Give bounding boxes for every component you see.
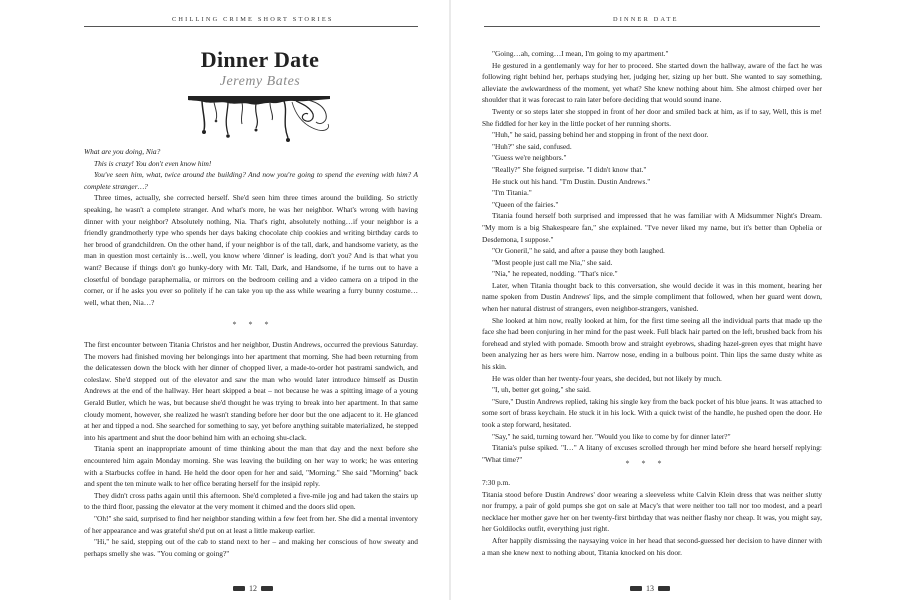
paragraph: "Huh," he said, passing behind her and stopping in front of the next door.	[492, 130, 709, 140]
story-author: Jeremy Bates	[219, 74, 301, 89]
paragraph: "Really?" She feigned surprise. "I didn't know that."	[492, 164, 647, 174]
right-page-folio	[630, 584, 670, 593]
paragraph: Titania spent an inappropriate amount of time thinking about the man that day and the next before she encountered him again Monday morning. She was leaving the building on her way to work; he was entering with a Starbucks coffee in hand. He held the door open for her and said, "Morning." She said "Morning" back and spent the ten minute walk to her office berating herself for the insipid reply.	[84, 444, 418, 489]
paragraph: Three times, actually, she corrected herself. She'd seen him three times around the building. So strictly speaking, he wasn't a complete stranger. And what's more, he was her neighbor. What's wrong with having dinner with your neighbor? Absolutely nothing, Nia. That's right, absolutely nothing…if your neighbor is a friendly grandmotherly type who spends her days baking chocolate chip cookies and writing birthday cards to her brood of grandchildren. On the other hand, if your neighbor is of the tall, dark, and handsome variety, as the man in question most certainly is…well, you know where 'dinner' is leading, don't you? And is that what you want? Because if things don't go hunky-dory with Mr. Tall, Dark, and Handsome, if he turns out to have a closetful of bondage paraphernalia, or mirrors on the bedroom ceiling and a video camera on a tripod in the corner, or if he asks you ever so politely if he can take you up the ass while wearing a furry bunny costume…well, what then, Nia…?	[84, 193, 418, 307]
page-number: 13	[646, 584, 654, 593]
right-header-rule	[484, 26, 820, 27]
paragraph: "Say," he said, turning toward her. "Would you like to come by for dinner later?"	[492, 431, 731, 441]
paragraph: What are you doing, Nia?	[84, 147, 161, 156]
paragraph: "Most people just call me Nia," she said.	[492, 257, 613, 267]
paragraph: This is crazy! You don't even know him!	[94, 158, 212, 168]
paragraph: 7:30 p.m.	[482, 478, 511, 487]
paragraph: "I, uh, better get going," she said.	[492, 385, 591, 395]
paragraph: He was older than her twenty-four years, she decided, but not likely by much.	[492, 373, 722, 383]
folio-ornament-icon	[630, 586, 642, 591]
paragraph: Later, when Titania thought back to this conversation, she would decide it was in this moment, hearing her name spoken from Dustin Andrews' lips, and the simple compliment that followed, when her guard went down, when her natural distrust of strangers, even neighbor-strangers, vanished.	[482, 280, 822, 314]
folio-ornament-icon	[658, 586, 670, 591]
paragraph: She looked at him now, really looked at him, for the first time seeing all the individual parts that made up the face she had been conjuring in her mind for the past week. Full black hair parted on the left, brushed back from his forehead and styled with pomade. Smooth brow and straight eyebrows, shading hazel-green eyes that might have been analyzing her as hers were him. Narrow nose, ending in a bulbous point. Thin lips the same dusty white as his skin.	[482, 315, 822, 372]
section-break: * * *	[625, 459, 667, 468]
paragraph: "Huh?" she said, confused.	[492, 141, 572, 151]
page-number: 12	[249, 584, 257, 593]
paragraph: Titania found herself both surprised and impressed that he was familiar with A Midsummer Night's Dream. "My mom is a big Shakespeare fan," she explained. "I've never liked my name, but it's better than Ophelia or Desdemona, I suppose."	[482, 211, 822, 244]
right-page-closing-text	[482, 477, 822, 558]
story-title: Dinner Date	[200, 47, 320, 72]
paragraph: "Queen of the fairies."	[492, 199, 559, 209]
paragraph: "I'm Titania."	[492, 188, 532, 198]
right-running-head: DINNER DATE	[613, 16, 679, 23]
paragraph: He stuck out his hand. "I'm Dustin. Dustin Andrews."	[492, 176, 651, 186]
left-running-head: CHILLING CRIME SHORT STORIES	[172, 16, 334, 23]
paragraph: "Nia," he repeated, nodding. "That's nice."	[492, 269, 618, 279]
paragraph: "Going…ah, coming…I mean, I'm going to my apartment."	[492, 49, 669, 58]
paragraph: Titania stood before Dustin Andrews' door wearing a sleeveless white Calvin Klein dress that was neither slutty nor frumpy, a pair of gold pumps she got on sale at Macy's that were neither too tall nor too modest, and a pearl necklace her mother gave her on her twenty-first birthday that was neither flashy nor cheap. It was, you might say, her Goldilocks outfit, everything just right.	[482, 489, 822, 534]
section-break: * * *	[232, 320, 274, 329]
paragraph: Titania's pulse spiked. "I…" A litany of excuses scrolled through her mind before she heard herself replying: "What time?"	[482, 443, 822, 464]
paragraph: You've seen him, what, twice around the building? And now you're going to spend the evening with him? A complete stranger…?	[84, 170, 418, 191]
paragraph: "Or Goneril," he said, and after a pause they both laughed.	[492, 246, 665, 256]
paragraph: "Sure," Dustin Andrews replied, taking his single key from the back pocket of his blue jeans. It was attached to some sort of brass keychain. He stuck it in his lock. With a quick twist of the handle, he pushed open the door. He took a step forward, hesitated.	[482, 396, 822, 429]
paragraph: "Hi," he said, stepping out of the cab to stand next to her – and making her conscious of how sweaty and perhaps smelly she was. "You coming or going?"	[84, 537, 418, 558]
right-page-text	[482, 48, 822, 465]
paragraph: Twenty or so steps later she stopped in front of her door and smiled back at him, as if to say, Well, this is me! She fiddled for her key in the little pocket of her running shorts.	[482, 106, 822, 128]
paragraph: "Oh!" she said, surprised to find her neighbor standing within a few feet from her. She did a mental inventory of her appearance and was grateful she'd put on at least a little makeup earlier.	[84, 513, 418, 535]
paragraph: He gestured in a gentlemanly way for her to proceed. She started down the hallway, aware of the fact he was following right behind her, perhaps studying her, judging her, sizing up her butt. She wanted to say something, alleviate the awkwardness of the moment, yet what? She knew nothing about him. She almost chirped over her shoulder that it was forecast to rain later before deciding that would sound inane.	[482, 60, 822, 105]
paragraph: They didn't cross paths again until this afternoon. She'd completed a five-mile jog and had taken the stairs up to the third floor, passing the elevator at the very moment it chimed and the doors slid open.	[84, 490, 418, 512]
paragraph: After happily dismissing the naysaying voice in her head that second-guessed her decision to have dinner with a man she knew next to nothing about, Titania knocked on his door.	[482, 535, 822, 557]
paragraph: The first encounter between Titania Christos and her neighbor, Dustin Andrews, occurred the previous Saturday. The movers had finished moving her belongings into her apartment that morning. She had been returning from the delicatessen down the block with her dinner of chopped liver, a made-to-order hot pastrami sandwich, and coleslaw. She'd stepped out of the elevator and saw the man who would later introduce himself as Dustin Andrews at the end of the hallway. Her heart skipped a beat – not because he was a spitting image of a young Gerald Butler, which he was, but because she'd thought he was trying to break into her apartment. In that same cloudy moment, however, she realized he wasn't standing before her door but the one adjacent to it. He glanced at her and tipped a nod. She searched for something to say, yet before anything suitable materialized, he stepped into his apartment and shut the door behind him with an echoing shu-clack.	[84, 340, 418, 442]
paragraph: "Guess we're neighbors."	[492, 153, 567, 163]
